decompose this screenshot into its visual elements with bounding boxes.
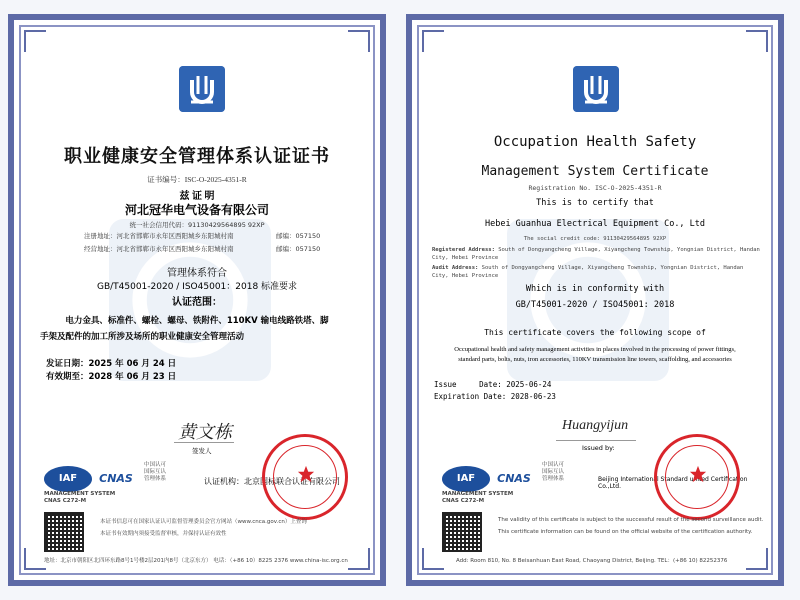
registration-number: Registration No. ISC-O-2025-4351-R (528, 184, 662, 192)
signature-line (556, 440, 636, 441)
standard-text: GB/T45001-2020 / ISO45001: 2018 (515, 300, 675, 310)
registered-zip: 邮编：057150 (276, 232, 321, 240)
conformity-label: 管理体系符合 (167, 268, 227, 279)
standard-text: GB/T45001-2020 / ISO45001：2018 标准要求 (96, 282, 298, 292)
certificate-subtitle: Management System Certificate (481, 164, 709, 179)
red-seal-stamp (654, 434, 740, 520)
registration-number: 证书编号：ISC-O-2025-4351-R (147, 175, 247, 184)
cnas-mark-text: 中国认可 国际互认 管理体系 (542, 462, 565, 482)
issued-by-label: Issued by: (582, 444, 615, 452)
operating-zip: 邮编：057150 (276, 245, 321, 253)
expiry-date: 有效期至：2028 年 06 月 23 日 (46, 372, 177, 382)
qr-code (44, 512, 84, 552)
issue-date: 发证日期：2025 年 06 月 24 日 (46, 359, 177, 369)
cnas-logo: CNAS (99, 472, 133, 485)
cnas-logo: CNAS (497, 472, 531, 485)
corner-ornament (24, 30, 46, 52)
conformity-label: Which is in conformity with (525, 284, 665, 294)
signature: Huangyijun (562, 418, 629, 433)
audit-address: Audit Address: South of Dongyangcheng Village, Xiyangcheng Township, Yongnian District, Handan City, Hebei Province (432, 265, 744, 279)
logo-icon (179, 66, 225, 112)
issue-date: Issue Date: 2025-06-24 (434, 380, 552, 389)
red-seal-stamp (262, 434, 348, 520)
company-name: Hebei Guanhua Electrical Equipment Co., Ltd (484, 219, 706, 229)
footer-contact: 地址：北京市朝阳区北四环东路8号1号楼2层201内8号（北京东方） 电话：（+86 10）8225 2376 www.china-isc.org.cn (44, 558, 348, 564)
cnas-system-label: MANAGEMENT SYSTEM (442, 491, 514, 497)
expiry-date: Expiration Date: 2028-06-23 (434, 392, 556, 401)
logo-icon (573, 66, 619, 112)
corner-ornament (422, 548, 444, 570)
operating-address: 经营地址：河北省邯郸市永年区西阳城乡东阳城村南 (84, 245, 234, 253)
signer-label: 签发人 (192, 447, 212, 455)
cnas-code: CNAS C272-M (442, 498, 485, 504)
footer-note-1: 本证书信息可在国家认证认可监督管理委员会官方网站（www.cnca.gov.cn）上查询 (100, 519, 307, 525)
scope-line-1: Occupational health and safety management activities in places involved in the processing of power fittings, (454, 346, 736, 353)
cert-body: 认证机构：北京国标联合认证有限公司 (204, 477, 340, 486)
cnas-system-label: MANAGEMENT SYSTEM (44, 491, 116, 497)
scope-line-2: standard parts, bolts, nuts, iron accessories, 110KV transmission line towers, scaffolding, and accessories (458, 356, 732, 363)
registered-address: 注册地址：河北省邯郸市永年区西阳城乡东阳城村南 (84, 232, 234, 240)
footer-note-1: The validity of this certificate is subject to the successful result of the second surveillance audit. (498, 517, 764, 523)
certificate-title: Occupation Health Safety (493, 134, 697, 150)
iaf-logo: IAF (442, 466, 490, 492)
scope-label: 认证范围： (172, 297, 222, 308)
certificate-title: 职业健康安全管理体系认证证书 (64, 146, 330, 167)
qr-code (442, 512, 482, 552)
footer-contact: Add: Room 810, No. 8 Beisanhuan East Road, Chaoyang District, Beijing. TEL：(+86 10) 82252376 (456, 558, 728, 564)
scope-intro: This certificate covers the following scope of (484, 328, 706, 337)
star-icon (689, 465, 707, 483)
footer-note-2: This certificate information can be found on the official website of the certification authority. (498, 529, 753, 535)
cnas-mark-text: 中国认可 国际互认 管理体系 (144, 462, 167, 482)
star-icon (297, 465, 315, 483)
certify-text: This is to certify that (536, 198, 654, 208)
corner-ornament (422, 30, 444, 52)
scope-line-1: 电力金具、标准件、螺栓、螺母、铁附件、110KV 输电线路铁塔、脚 (65, 316, 329, 326)
certificate-english (406, 14, 784, 586)
certify-text: 兹 证 明 (179, 191, 215, 202)
cnas-code: CNAS C272-M (44, 498, 87, 504)
company-name: 河北冠华电气设备有限公司 (124, 203, 269, 217)
cert-body: Beijing International Standard united Certification Co.,Ltd. (598, 476, 748, 490)
signature: 黄文栋 (178, 422, 232, 442)
corner-ornament (746, 548, 768, 570)
corner-ornament (348, 548, 370, 570)
corner-ornament (746, 30, 768, 52)
scope-line-2: 手架及配件的加工所涉及场所的职业健康安全管理活动 (40, 332, 245, 342)
corner-ornament (24, 548, 46, 570)
signature-line (174, 442, 234, 443)
corner-ornament (348, 30, 370, 52)
footer-note-2: 本证书有效期内须接受监督审核，并保持认证有效性 (100, 531, 227, 537)
registered-address: Registered Address: South of Dongyangcheng Village, Xiyangcheng Township, Yongnian District, Handan City, Hebei Province (432, 247, 760, 261)
credit-code: 统一社会信用代码：91130429564895 92XP (129, 221, 265, 229)
credit-code: The social credit code: 91130429564895 92XP (523, 236, 667, 242)
certificate-chinese (8, 14, 386, 586)
iaf-logo: IAF (44, 466, 92, 492)
